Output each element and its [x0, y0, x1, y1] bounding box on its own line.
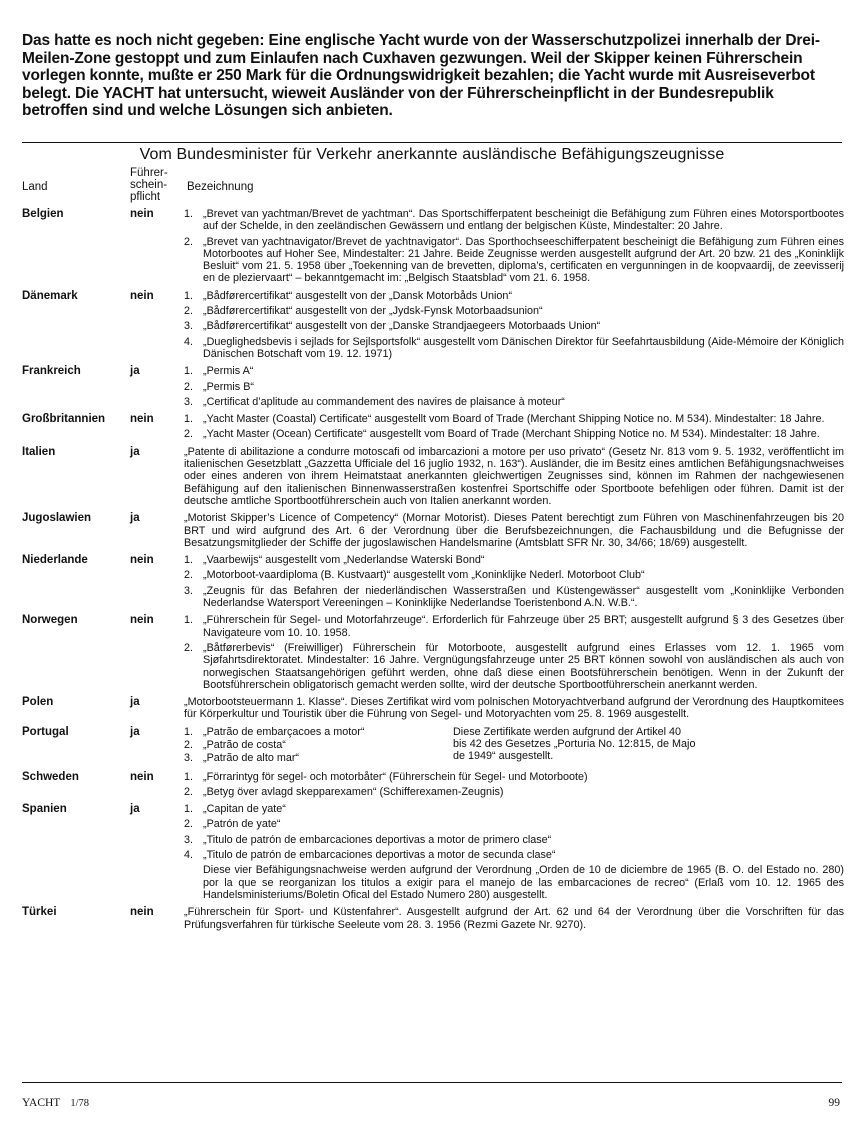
license-required: nein — [130, 614, 154, 627]
issue-number: 1/78 — [70, 1098, 90, 1109]
list-item — [184, 771, 844, 783]
list-item — [184, 554, 844, 566]
certificate-items — [184, 726, 453, 766]
table-row — [22, 290, 844, 360]
certificate-list — [184, 290, 844, 360]
certificate-list — [184, 803, 844, 901]
item-number: 2. — [184, 235, 194, 248]
item-text: „Patrón de yate“ — [203, 818, 281, 831]
certificate-list — [184, 208, 844, 285]
item-text: „Båtførerbevis“ (Freiwilliger) Führerschein für Motorboote, ausgestellt aufgrund eines Erlasses vom 12. 1. 1965 vom Sjøfahrtsdirektoratet. Mindestalter: 16 Jahre. Vergnügungsfahrzeuge unter 25 BRT können sowohl von ausländischen als auch von norwegischen Staatsangehörigen geführt werden, ohne daß diese einen Bootsführerschein benötigen. Wenn in der Zukunft der Bootsführerschein obligatorisch gemacht werden sollte, wird der deutsche Sportbootführerschein anerkannt werden. — [203, 641, 844, 691]
item-number: 2. — [184, 305, 194, 318]
item-text: „Patrão de alto mar“ — [203, 752, 300, 765]
item-number: 2. — [184, 569, 194, 582]
certificate-list — [184, 512, 844, 549]
certificate-description: „Motorist Skipper’s Licence of Competency“ (Mornar Motorist). Dieses Patent berechtigt zum Führen von Maschinenfahrzeugen bis 20 BRT und wird aufgrund des Art. 6 der Verordnung über die Berufsbezeichnungen, die Fachausbildung und die Befugnisse der Besatzungsmitglieder der Schiffe der jugoslawischen Handelsmarine (Amtsblatt SFR Nr. 30, 34/66; 18/69) ausgestellt. — [184, 512, 844, 549]
list-item — [184, 569, 844, 581]
license-required: nein — [130, 289, 154, 302]
item-text: „Titulo de patrón de embarcaciones deportivas a motor de primero clase“ — [203, 833, 552, 846]
item-number: 3. — [184, 584, 194, 597]
item-number: 4. — [184, 335, 194, 348]
item-number: 2. — [184, 380, 194, 393]
list-item — [184, 585, 844, 610]
table-row — [22, 512, 844, 549]
item-text: „Bådførercertifikat“ ausgestellt von der „Dansk Motorbåds Union“ — [203, 289, 513, 302]
table-row — [22, 554, 844, 609]
certificate-list — [184, 365, 844, 408]
item-number: 2. — [184, 818, 194, 831]
header-fuehrerscheinpflicht: Führer- schein- pflicht — [130, 167, 168, 203]
list-item — [184, 396, 844, 408]
header-bezeichnung: Bezeichnung — [187, 181, 254, 193]
list-item — [184, 614, 844, 639]
table-row — [22, 208, 844, 285]
row-note: Diese vier Befähigungsnachweise werden aufgrund der Verordnung „Orden de 10 de diciembre de 1965 (B. O. del Estado no. 280) por la que se reorganizan los titulos a exigir para el manejo de las embarcaciones de recreo“ (Erlaß vom 10. 12. 1965 des Handelsministeriums/Boletin Ofical del Estado Numero 280) ausgestellt. — [203, 864, 844, 901]
certificate-list — [184, 696, 844, 721]
side-note-line: Diese Zertifikate werden aufgrund der Artikel 40 — [453, 725, 682, 738]
certificate-list — [184, 726, 844, 766]
table-row — [22, 365, 844, 408]
certificate-description: „Patente di abilitazione a condurre motoscafi od imbarcazioni a motore per uso privato“ (Gesetz Nr. 813 vom 9. 5. 1932, veröffentlicht im italienischen Gesetzblatt „Gazzetta Ufficiale del 16 juglio 1932, n. 163“). Ausländer, die im Besitz eines amtlichen Befähigungsnachweises oder eines anderen von ihrem Heimatstaat anerkannten gleichwertigen Zeugnisses sind, können im Rahmen der nachgewiesenen Befähigung auf den italienischen Binnenwasserstraßen kostenfrei Sportschiffe oder Sportboote befehligen oder führen. Damit ist der deutsche amtliche Sportbootführerschein auch von Italien anerkannt worden. — [184, 445, 844, 507]
two-column-block — [184, 726, 844, 766]
item-text: „Vaarbewijs“ ausgestellt vom „Nederlandse Waterski Bond“ — [203, 554, 485, 567]
item-number: 1. — [184, 614, 194, 627]
item-text: „Brevet van yachtnavigator/Brevet de yachtnavigator“. Das Sporthochseeschifferpatent bescheinigt die Befähigung zum Führen eines Motorbootes auf Hoher See, Mindestalter: 21 Jahre. Beide Zeugnisse werden ausgestellt aufgrund der Art. 20 bzw. 21 des „Koninklijk Besluit“ vom 21. 5. 1958 über „Toekenning van de brevetten, diploma’s, certificaten en vergunningen in de koopvaardij, de zeevisserij en de pleziervaart“ – bekanntgemacht im: „Belgisch Staatsblad“ vom 21. 6. 1958. — [203, 235, 844, 285]
item-text: „Patrão de costa“ — [203, 738, 286, 751]
item-text: „Führerschein für Segel- und Motorfahrzeuge“. Erforderlich für Fahrzeuge über 25 BRT; ausgestellt aufgrund § 3 des Gesetzes über Navigateure vom 10. 10. 1958. — [203, 614, 844, 639]
item-number: 1. — [184, 725, 194, 738]
table-row — [22, 614, 844, 691]
table-row — [22, 413, 844, 441]
magazine-name: YACHT — [22, 1097, 61, 1109]
country-name: Portugal — [22, 725, 69, 738]
license-required: ja — [130, 512, 140, 525]
item-number: 3. — [184, 320, 194, 333]
list-item — [184, 320, 844, 332]
country-name: Spanien — [22, 803, 67, 816]
list-item — [184, 208, 844, 233]
table-row — [22, 726, 844, 766]
list-item — [184, 413, 844, 425]
top-divider — [22, 142, 842, 143]
license-required: nein — [130, 208, 154, 220]
item-number: 2. — [184, 738, 194, 751]
country-name: Dänemark — [22, 289, 78, 302]
table-row — [22, 771, 844, 799]
certificate-list — [184, 446, 844, 507]
list-item — [184, 818, 844, 830]
license-required: nein — [130, 906, 154, 919]
table-row — [22, 446, 844, 507]
list-item — [184, 726, 453, 738]
list-item — [184, 739, 453, 751]
certificate-list — [184, 413, 844, 441]
license-required: nein — [130, 413, 154, 426]
list-item — [184, 786, 844, 798]
country-name: Belgien — [22, 208, 64, 220]
table-row — [22, 906, 844, 931]
license-required: ja — [130, 365, 140, 378]
item-number: 1. — [184, 803, 194, 816]
item-text: „Bådførercertifikat“ ausgestellt von der „Danske Strandjaegeers Motorbaads Union“ — [203, 320, 601, 333]
list-item — [184, 642, 844, 691]
list-item — [184, 305, 844, 317]
license-required: nein — [130, 770, 154, 783]
list-item — [184, 428, 844, 440]
list-item — [184, 290, 844, 302]
country-name: Italien — [22, 445, 56, 458]
item-text: „Bådførercertifikat“ ausgestellt von der „Jydsk-Fynsk Motorbaadsunion“ — [203, 305, 543, 318]
item-number: 1. — [184, 365, 194, 378]
item-number: 3. — [184, 395, 194, 408]
license-required: ja — [130, 803, 140, 816]
certificate-description: „Motorbootsteuermann 1. Klasse“. Dieses Zertifikat wird vom polnischen Motoryachtverband aufgrund der Verordnung des Hauptkomitees für Körperkultur und Touristik über die Führung von Segel- und Motoryachten vom 25. 8. 1969 ausgestellt. — [184, 696, 844, 721]
country-name: Türkei — [22, 906, 57, 919]
item-number: 4. — [184, 849, 194, 862]
item-text: „Certificat d’aplitude au commandement des navires de plaisance à moteur“ — [203, 395, 565, 408]
country-name: Niederlande — [22, 554, 88, 567]
certificates-table — [22, 208, 844, 936]
item-text: „Betyg över avlagd skepparexamen“ (Schifferexamen-Zeugnis) — [203, 785, 504, 798]
item-number: 1. — [184, 208, 194, 220]
item-text: „Zeugnis für das Befahren der niederländischen Wasserstraßen und Küstengewässer“ ausgestellt vom „Koninklijke Verbonden Nederlandse Watersport Vereeningen – Koninklijke Nederlandse Toeristenbond A.N. W.B.“. — [203, 584, 844, 610]
side-note — [453, 726, 844, 766]
footer-magazine — [22, 1097, 89, 1109]
item-text: „Permis B“ — [203, 380, 254, 393]
item-number: 1. — [184, 554, 194, 567]
country-name: Frankreich — [22, 365, 81, 378]
item-number: 1. — [184, 770, 194, 783]
item-number: 1. — [184, 413, 194, 426]
list-item — [184, 849, 844, 861]
side-note-line: bis 42 des Gesetzes „Porturia No. 12:815, de Majo — [453, 737, 696, 750]
item-text: „Patrão de embarçacoes a motor“ — [203, 725, 365, 738]
certificate-list — [184, 771, 844, 799]
certificate-list — [184, 906, 844, 931]
list-item — [184, 381, 844, 393]
item-number: 3. — [184, 752, 194, 765]
item-text: „Titulo de patrón de embarcaciones deportivas a motor de secunda clase“ — [203, 849, 556, 862]
item-number: 3. — [184, 833, 194, 846]
country-name: Schweden — [22, 770, 79, 783]
item-text: „Permis A“ — [203, 365, 254, 378]
certificate-list — [184, 554, 844, 609]
country-name: Jugoslawien — [22, 512, 92, 525]
intro-paragraph: Das hatte es noch nicht gegeben: Eine englische Yacht wurde von der Wasserschutzpolizei innerhalb der Drei-Meilen-Zone gestoppt und zum Einlaufen nach Cuxhaven gezwungen. Weil der Skipper keinen Führerschein vorlegen konnte, mußte er 250 Mark für die Ordnungswidrigkeit bezahlen; die Yacht wurde mit Ausreiseverbot belegt. Die YACHT hat untersucht, wieweit Ausländer von der Führerscheinpflicht in der Bundesrepublik betroffen sind und welche Lösungen sich anbieten. — [22, 32, 820, 119]
item-text: „Dueglighedsbevis i sejlads for Sejlsportsfolk“ ausgestellt vom Dänischen Direktor für Seefahrtausbildung (Aide-Mémoire der Königlich Dänischen Botschaft vom 19. 12. 1971) — [203, 335, 844, 360]
list-item — [184, 834, 844, 846]
side-note-line: de 1949“ ausgestellt. — [453, 750, 554, 763]
license-required: ja — [130, 445, 140, 458]
license-required: nein — [130, 554, 154, 567]
bottom-divider — [22, 1082, 842, 1083]
list-item — [184, 803, 844, 815]
list-item — [184, 752, 453, 764]
item-text: „Yacht Master (Ocean) Certificate“ ausgestellt vom Board of Trade (Merchant Shipping Notice no. M 534). Mindestalter: 18 Jahre. — [203, 428, 820, 441]
page-number: 99 — [828, 1097, 840, 1109]
item-number: 1. — [184, 289, 194, 302]
country-name: Norwegen — [22, 614, 78, 627]
country-name: Großbritannien — [22, 413, 106, 426]
certificate-description: „Führerschein für Sport- und Küstenfahrer“. Ausgestellt aufgrund der Art. 62 und 64 der Verordnung über die Vorschriften für das Prüfungsverfahren für türkische Seeleute vom 28. 3. 1956 (Rezmi Gazete Nr. 9270). — [184, 906, 844, 931]
license-required: ja — [130, 696, 140, 709]
header-land: Land — [22, 181, 48, 193]
item-text: „Förrarintyg för segel- och motorbåter“ (Führerschein für Segel- und Motorboote) — [203, 770, 588, 783]
item-number: 2. — [184, 785, 194, 798]
item-text: „Yacht Master (Coastal) Certificate“ ausgestellt vom Board of Trade (Merchant Shipping Notice no. M 534). Mindestalter: 18 Jahre. — [203, 413, 825, 426]
item-number: 2. — [184, 641, 194, 654]
item-number: 2. — [184, 428, 194, 441]
certificate-list — [184, 614, 844, 691]
list-item — [184, 365, 844, 377]
table-title: Vom Bundesminister für Verkehr anerkannte ausländische Befähigungszeugnisse — [139, 146, 725, 163]
item-text: „Brevet van yachtman/Brevet de yachtman“. Das Sportschifferpatent bescheinigt die Befähigung zum Führen eines Motorsportbootes auf der Schelde, in den zeeländischen Gewässern und entlang der belgischen Küste, Mindestalter: 20 Jahre. — [203, 208, 844, 233]
table-row — [22, 803, 844, 901]
list-item — [184, 336, 844, 361]
list-item — [184, 236, 844, 285]
table-row — [22, 696, 844, 721]
license-required: ja — [130, 725, 140, 738]
country-name: Polen — [22, 696, 54, 709]
item-text: „Motorboot-vaardiploma (B. Kustvaart)“ ausgestellt vom „Koninklijke Nederl. Motorboot Club“ — [203, 569, 645, 582]
item-text: „Capitan de yate“ — [203, 803, 286, 816]
